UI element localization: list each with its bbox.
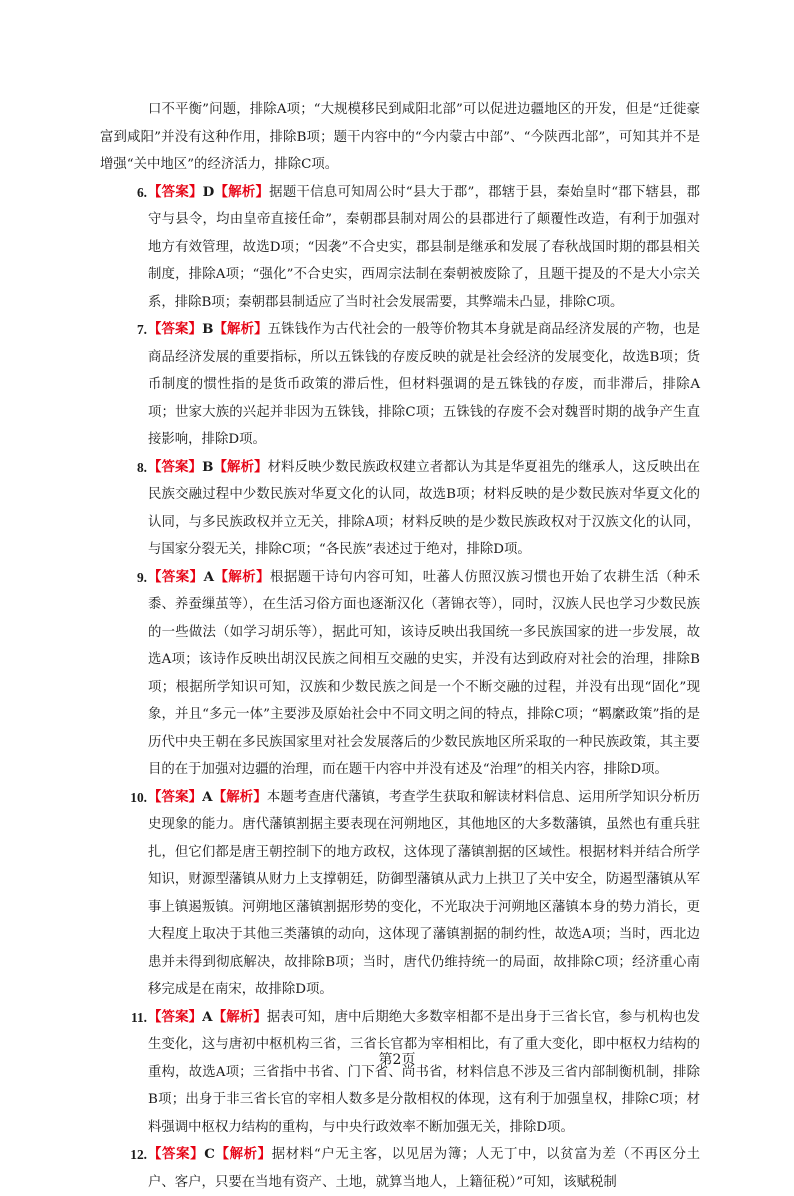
analysis-label: 【解析】 bbox=[213, 568, 270, 585]
answer-label: 【答案】 bbox=[148, 1146, 205, 1162]
answer-letter: A bbox=[202, 788, 213, 805]
answer-label: 【答案】 bbox=[148, 458, 203, 475]
question-item-11 bbox=[100, 1004, 700, 1142]
analysis-label: 【解析】 bbox=[214, 1146, 272, 1162]
analysis-label: 【解析】 bbox=[214, 183, 270, 200]
question-item-8 bbox=[100, 454, 700, 564]
item-number: 9. bbox=[136, 569, 147, 585]
analysis-label: 【解析】 bbox=[212, 1008, 267, 1025]
analysis-label: 【解析】 bbox=[212, 788, 267, 805]
item-number: 7. bbox=[136, 322, 147, 337]
analysis-text: 据材料“户无主客，以见居为簿；人无丁中，以贫富为差（不再区分土户、客户，只要在当地有资产、土地，就算当地人，上籍征税）”可知，该赋税制 bbox=[148, 1147, 701, 1190]
analysis-text: 材料反映少数民族政权建立者都认为其是华夏祖先的继承人，这反映出在民族交融过程中少数民族对华夏文化的认同，故选B项；材料反映的是少数民族对华夏文化的认同，与多民族政权并立无关，排除A项；材料反映的是少数民族政权对于汉族文化的认同，与国家分裂无关，排除C项；“各民族”表述过于绝对，排除D项。 bbox=[148, 459, 701, 557]
answer-letter: C bbox=[204, 1146, 215, 1162]
answer-label: 【答案】 bbox=[148, 1008, 203, 1025]
answer-label: 【答案】 bbox=[148, 788, 203, 805]
answer-label: 【答案】 bbox=[148, 568, 204, 585]
question-item-12 bbox=[100, 1141, 700, 1196]
answer-letter: A bbox=[203, 568, 214, 585]
analysis-text: 根据题干诗句内容可知，吐蕃人仿照汉族习惯也开始了农耕生活（种禾黍、养蚕缫茧等），在生活习俗方面也逐渐汉化（著锦衣等），同时，汉族人民也学习少数民族的一些做法（如学习胡乐等），据此可知，该诗反映出我国统一多民族国家的进一步发展，故选A项；该诗作反映出胡汉民族之间相互交融的史实，并没有达到政府对社会的治理，排除B项；根据所学知识可知，汉族和少数民族之间是一个不断交融的过程，并没有出现“固化”现象，并且“多元一体”主要涉及原始社会中不同文明之间的特点，排除C项；“羁縻政策”指的是历代中央王朝在多民族国家里对社会发展落后的少数民族地区所采取的一种民族政策，其主要目的在于加强对边疆的治理，而在题干内容中并没有述及“治理”的相关内容，排除D项。 bbox=[148, 569, 701, 777]
answer-letter: A bbox=[202, 1008, 213, 1025]
answer-letter: B bbox=[202, 458, 214, 475]
answer-letter: D bbox=[202, 183, 215, 200]
item-number: 8. bbox=[136, 459, 147, 475]
item-number: 11. bbox=[131, 1009, 147, 1025]
question-item-9 bbox=[100, 564, 700, 784]
continuation-paragraph: 口不平衡”问题，排除A项；“大规模移民到咸阳北部”可以促进边疆地区的开发，但是“迁徙豪富到咸阳”并没有这种作用，排除B项；题干内容中的“今内蒙古中部”、“今陕西北部”，可知其并不是增强“关中地区”的经济活力，排除C项。 bbox=[100, 102, 700, 172]
page-footer bbox=[0, 1050, 794, 1070]
answer-explanations bbox=[100, 96, 700, 1196]
item-number: 6. bbox=[136, 184, 147, 200]
question-item-6 bbox=[100, 179, 700, 317]
analysis-label: 【解析】 bbox=[213, 458, 268, 475]
answer-letter: B bbox=[202, 321, 214, 337]
analysis-text: 五铢钱作为古代社会的一般等价物其本身就是商品经济发展的产物，也是商品经济发展的重要指标，所以五铢钱的存废反映的就是社会经济的发展变化，故选B项；货币制度的惯性指的是货币政策的滞后性，但材料强调的是五铢钱的存废，而非滞后，排除A项；世家大族的兴起并非因为五铢钱，排除C项；五铢钱的存废不会对魏晋时期的战争产生直接影响，排除D项。 bbox=[148, 322, 701, 447]
answer-label: 【答案】 bbox=[148, 183, 203, 200]
question-item-10 bbox=[100, 784, 700, 1004]
analysis-label: 【解析】 bbox=[213, 321, 268, 337]
analysis-text: 据题干信息可知周公时“县大于郡”，郡辖于县，秦始皇时“郡下辖县，郡守与县令，均由皇帝直接任命”，秦朝郡县制对周公的县郡进行了颠覆性改造，有利于加强对地方有效管理，故选D项；“因袭”不合史实，郡县制是继承和发展了春秋战国时期的郡县相关制度，排除A项；“强化”不合史实，西周宗法制在秦朝被废除了，且题干提及的不是大小宗关系，排除B项；秦朝郡县制适应了当时社会发展需要，其弊端未凸显，排除C项。 bbox=[148, 184, 700, 310]
analysis-text: 据表可知，唐中后期绝大多数宰相都不是出身于三省长官，参与机构也发生变化，这与唐初中枢机构三省，三省长官都为宰相相比，有了重大变化，即中枢权力结构的重构，故选A项；三省指中书省、门下省、尚书省，材料信息不涉及三省内部制衡机制，排除B项；出身于非三省长官的宰相人数多是分散相权的体现，这有利于加强皇权，排除C项；材料强调中枢权力结构的重构，与中央行政效率不断加强无关，排除D项。 bbox=[148, 1009, 701, 1135]
analysis-text: 本题考查唐代藩镇，考查学生获取和解读材料信息、运用所学知识分析历史现象的能力。唐代藩镇割据主要表现在河朔地区，其他地区的大多数藩镇，虽然也有重兵驻扎，但它们都是唐王朝控制下的地方政权，这体现了藩镇割据的区域性。根据材料并结合所学知识，财源型藩镇从财力上支撑朝廷，防御型藩镇从武力上拱卫了关中安全，防遏型藩镇从军事上镇遏叛镇。河朔地区藩镇割据形势的变化，不光取决于河朔地区藩镇本身的势力消长，更大程度上取决于其他三类藩镇的动向，这体现了藩镇割据的制约性，故选A项；当时，西北边患并未得到彻底解决，故排除B项；当时，唐代仍维持统一的局面，故排除C项；经济重心南移完成是在南宋，故排除D项。 bbox=[148, 789, 701, 997]
answer-label: 【答案】 bbox=[148, 321, 203, 337]
item-number: 10. bbox=[130, 789, 147, 805]
item-number: 12. bbox=[130, 1147, 147, 1162]
page-number: 第2页 bbox=[378, 1052, 416, 1068]
question-item-7 bbox=[100, 316, 700, 454]
